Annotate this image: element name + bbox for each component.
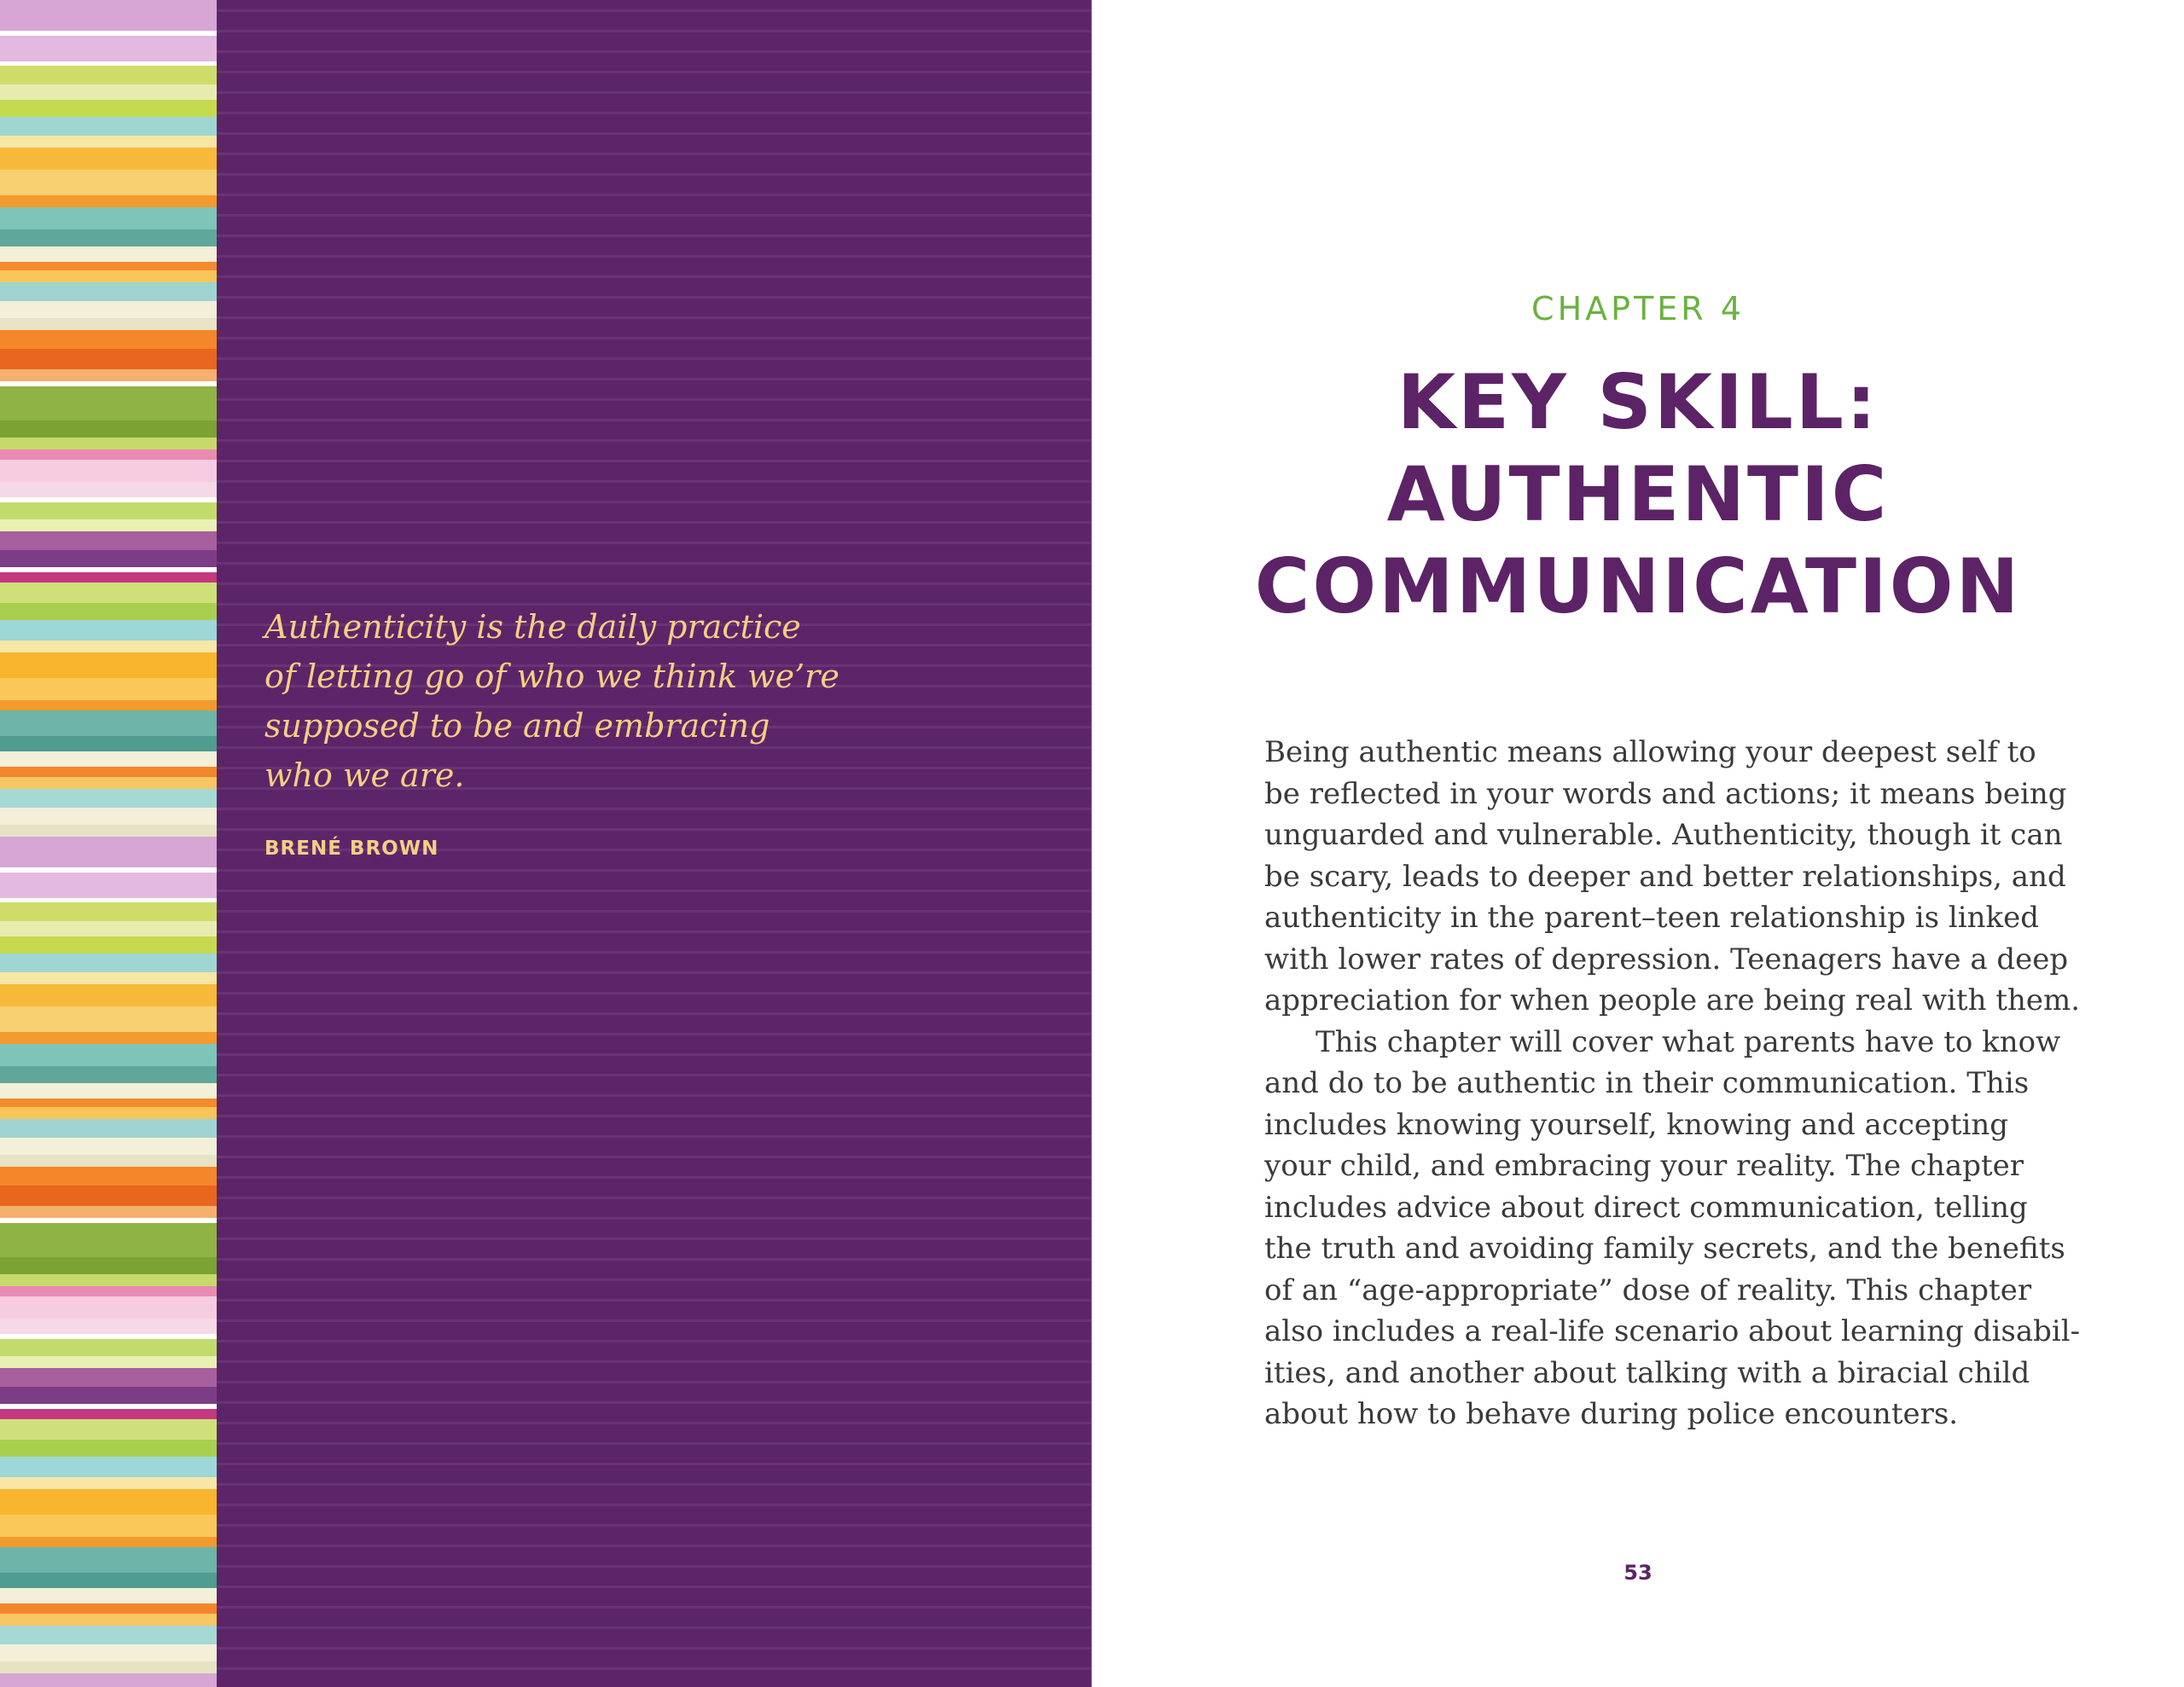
body-line: with lower rates of depression. Teenagers have a deep [1264,942,2069,977]
decorative-stripe [0,369,217,381]
decorative-stripe [0,117,217,136]
body-line: includes knowing yourself, knowing and accepting [1264,1107,2008,1142]
body-line: and do to be authentic in their communication. This [1264,1066,2030,1100]
decorative-stripe [0,386,217,420]
body-line: of an “age-appropriate” dose of reality. This chapter [1264,1272,2032,1307]
quote-line: Authenticity is the daily practice [264,608,801,646]
decorative-stripe [0,531,217,550]
decorative-stripe [0,736,217,751]
decorative-stripe [0,751,217,767]
decorative-stripe [0,1588,217,1603]
decorative-stripe [0,1155,217,1167]
decorative-stripe [0,1356,217,1368]
decorative-stripe [0,837,217,867]
decorative-stripe [0,1083,217,1099]
decorative-stripe [0,641,217,652]
decorative-stripe [0,902,217,921]
decorative-stripe [0,1286,217,1296]
decorative-stripe [0,170,217,195]
decorative-stripe [0,1099,217,1107]
decorative-stripe [0,1387,217,1404]
decorative-stripe [0,1419,217,1440]
decorative-stripe [0,1167,217,1186]
chapter-title [1092,357,2184,633]
decorative-stripe [0,1547,217,1573]
body-line: be reflected in your words and actions; it means being [1264,776,2067,811]
decorative-stripe [0,519,217,531]
decorative-stripe [0,270,217,282]
chapter-label: CHAPTER 4 [1531,290,1745,328]
body-line: ities, and another about talking with a biracial child [1264,1355,2030,1390]
quote-author: BRENÉ BROWN [264,838,439,860]
decorative-stripe [0,777,217,789]
page-number: 53 [1623,1561,1653,1585]
decorative-stripe [0,1066,217,1083]
decorative-stripe [0,1006,217,1032]
decorative-stripe [0,438,217,449]
decorative-stripe [0,1644,217,1661]
quote-line: of letting go of who we think we’re [264,658,839,695]
decorative-stripe [0,460,217,482]
body-line: the truth and avoiding family secrets, and the benefits [1264,1232,2065,1266]
decorative-stripe [0,282,217,301]
decorative-stripe [0,1673,217,1687]
decorative-stripe [0,921,217,936]
decorative-stripe [0,1477,217,1489]
decorative-stripe [0,100,217,117]
decorative-stripe [0,1614,217,1626]
decorative-stripe [0,1119,217,1138]
decorative-stripe [0,825,217,837]
quote-line: supposed to be and embracing [264,707,770,745]
decorative-stripe [0,349,217,369]
decorative-stripe [0,262,217,270]
decorative-stripe [0,84,217,100]
decorative-stripe [0,954,217,972]
body-line: includes advice about direct communication, telling [1264,1190,2028,1225]
title-line: COMMUNICATION [1254,542,2022,630]
decorative-stripe [0,246,217,262]
decorative-stripe [0,550,217,567]
decorative-stripe [0,1032,217,1044]
decorative-stripe [0,207,217,229]
decorative-stripe [0,652,217,678]
decorative-stripe [0,136,217,148]
decorative-stripe [0,1409,217,1419]
body-line: authenticity in the parent–teen relationship is linked [1264,901,2040,935]
decorative-stripe [0,1044,217,1066]
decorative-stripe [0,1661,217,1673]
decorative-stripe [0,420,217,438]
body-line: your child, and embracing your reality. The chapter [1264,1149,2024,1183]
decorative-stripe-band [0,0,217,1687]
decorative-stripe [0,1603,217,1614]
decorative-stripe [0,36,217,61]
chapter-intro-text [1264,732,2081,1435]
decorative-stripe [0,66,217,84]
decorative-stripe [0,984,217,1006]
quote-line: who we are. [264,757,465,794]
decorative-stripe [0,710,217,736]
page-gutter [1091,0,1092,1687]
body-line: also includes a real-life scenario about learning disabil- [1264,1314,2081,1348]
body-line: about how to behave during police encounters. [1264,1397,1959,1431]
decorative-stripe [0,195,217,207]
decorative-stripe [0,808,217,825]
decorative-stripe [0,318,217,330]
body-line: appreciation for when people are being real with them. [1264,983,2081,1017]
decorative-stripe [0,482,217,497]
decorative-stripe [0,1368,217,1387]
decorative-stripe [0,603,217,620]
decorative-stripe [0,1537,217,1547]
decorative-stripe [0,1223,217,1257]
decorative-stripe [0,330,217,349]
title-line: AUTHENTIC [1386,450,1890,538]
decorative-stripe [0,1339,217,1356]
decorative-stripe [0,1515,217,1537]
decorative-stripe [0,1107,217,1119]
decorative-stripe [0,1138,217,1155]
decorative-stripe [0,1457,217,1477]
decorative-stripe [0,1626,217,1644]
decorative-stripe [0,0,217,31]
decorative-stripe [0,1489,217,1515]
decorative-stripe [0,449,217,460]
body-line: be scary, leads to deeper and better relationships, and [1264,859,2066,894]
body-line: unguarded and vulnerable. Authenticity, though it can [1264,818,2063,852]
decorative-stripe [0,502,217,519]
body-line: Being authentic means allowing your deepest self to [1264,735,2036,769]
decorative-stripe [0,1296,217,1319]
decorative-stripe [0,1440,217,1457]
title-line: KEY SKILL: [1397,358,1879,446]
decorative-stripe [0,620,217,641]
decorative-stripe [0,572,217,583]
epigraph-quote [264,602,879,800]
decorative-stripe [0,1319,217,1334]
body-line: This chapter will cover what parents have to know [1316,1024,2061,1059]
decorative-stripe [0,583,217,603]
decorative-stripe [0,789,217,808]
decorative-stripe [0,700,217,710]
epigraph [264,602,879,860]
decorative-stripe [0,148,217,170]
decorative-stripe [0,1206,217,1218]
decorative-stripe [0,1573,217,1588]
decorative-stripe [0,1257,217,1274]
decorative-stripe [0,1274,217,1286]
decorative-stripe [0,972,217,984]
decorative-stripe [0,678,217,700]
decorative-stripe [0,301,217,318]
decorative-stripe [0,767,217,777]
decorative-stripe [0,1186,217,1206]
decorative-stripe [0,229,217,246]
decorative-stripe [0,936,217,954]
decorative-stripe [0,872,217,898]
